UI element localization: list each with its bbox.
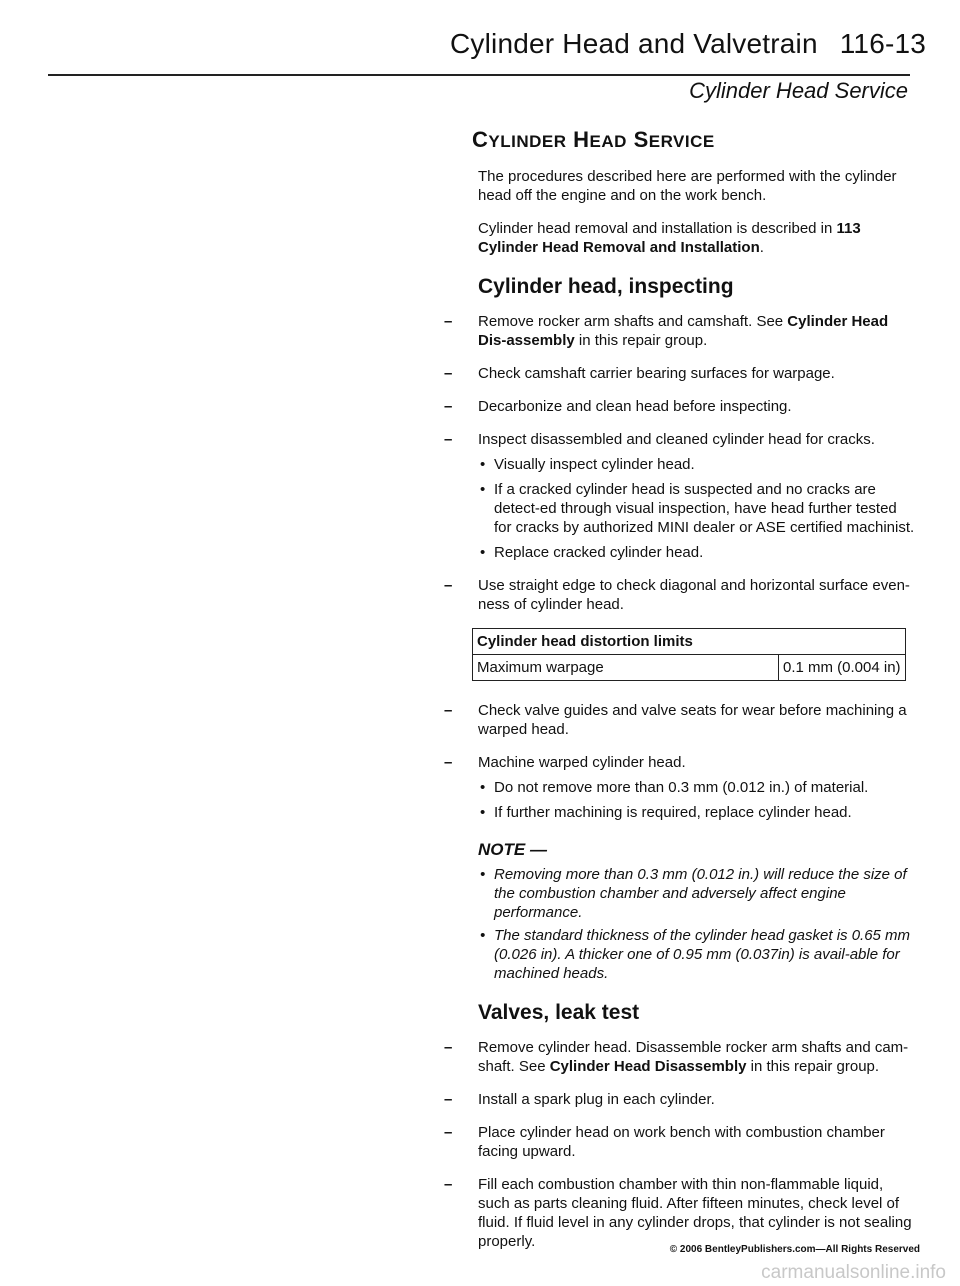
bullet-list (478, 778, 916, 822)
header-divider (48, 74, 910, 76)
chapter-title: Cylinder Head and Valvetrain (450, 28, 818, 59)
cross-reference: 113 Cylinder Head Removal and Installation (478, 220, 861, 256)
main-content (444, 127, 916, 1265)
page-title (450, 28, 926, 60)
note-bullet-list (478, 865, 916, 983)
step-item: – Install a spark plug in each cylinder. (444, 1091, 715, 1108)
dash-marker: – (444, 365, 453, 382)
dash-marker: – (444, 313, 453, 330)
list-item: • Replace cracked cylinder head. (478, 543, 916, 562)
step-item: – Machine warped cylinder head. • Do not remove more than 0.3 mm (0.012 in.) of material. • If further machining is required, replace cylinder head. (478, 753, 916, 822)
page-number: 116-13 (839, 28, 927, 59)
list-item: • If further machining is required, replace cylinder head. (478, 803, 916, 822)
step-item: – Inspect disassembled and cleaned cylinder head for cracks. • Visually inspect cylinder head. • If a cracked cylinder head is suspected and no cracks are detect-ed through visual inspection, have head further tested for cracks by authorized MINI dealer or ASE certified machinist. • Replace cracked cylinder head. (478, 430, 916, 562)
dash-marker: – (444, 754, 453, 771)
dash-marker: – (444, 577, 453, 594)
dash-marker: – (444, 431, 453, 448)
note-heading: NOTE — (478, 840, 547, 859)
section-title: CYLINDER HEAD SERVICE (472, 127, 715, 152)
step-item: – Decarbonize and clean head before inspecting. (444, 398, 792, 415)
table-row (473, 655, 906, 681)
dash-marker: – (444, 398, 453, 415)
dash-marker: – (444, 702, 453, 719)
bullet-list (478, 455, 916, 562)
dash-marker: – (444, 1039, 453, 1056)
intro-paragraph: The procedures described here are performed with the cylinder head off the engine and on the work bench. (478, 168, 897, 204)
page-subtitle: Cylinder Head Service (689, 78, 908, 103)
step-item: – Check camshaft carrier bearing surfaces for warpage. (444, 365, 835, 382)
dash-marker: – (444, 1124, 453, 1141)
copyright-footer: © 2006 BentleyPublishers.com—All Rights Reserved (669, 1244, 920, 1255)
subsection-heading-inspecting: Cylinder head, inspecting (478, 275, 734, 298)
list-item: • The standard thickness of the cylinder head gasket is 0.65 mm (0.026 in). A thicker one of 0.95 mm (0.037in) is avail-able for machined heads. (478, 926, 916, 983)
list-item: • Removing more than 0.3 mm (0.012 in.) will reduce the size of the combustion chamber and adversely affect engine performance. (478, 865, 916, 922)
step-item: – Place cylinder head on work bench with combustion chamber facing upward. (444, 1124, 885, 1160)
cross-reference: Cylinder Head Disassembly (549, 1058, 747, 1075)
table-cell-value: 0.1 mm (0.004 in) (779, 655, 906, 681)
table-header-row (473, 629, 906, 655)
list-item: • Do not remove more than 0.3 mm (0.012 in.) of material. (478, 778, 916, 797)
removal-paragraph: Cylinder head removal and installation is described in 113 Cylinder Head Removal and Installation. (478, 220, 861, 256)
dash-marker: – (444, 1091, 453, 1108)
list-item: • If a cracked cylinder head is suspected and no cracks are detect-ed through visual inspection, have head further tested for cracks by authorized MINI dealer or ASE certified machinist. (478, 480, 916, 537)
note-box (478, 840, 916, 983)
distortion-limits-table (472, 628, 906, 681)
table-cell-label: Maximum warpage (473, 655, 779, 681)
cross-reference: Cylinder Head Dis-assembly (478, 313, 889, 349)
step-item: – Remove cylinder head. Disassemble rocker arm shafts and cam-shaft. See Cylinder Head Disassembly in this repair group. (444, 1039, 909, 1075)
step-item: – Fill each combustion chamber with thin non-flammable liquid, such as parts cleaning fluid. After fifteen minutes, check level of fluid. If fluid level in any cylinder drops, that cylinder is not sealing properly. (444, 1176, 912, 1250)
list-item: • Visually inspect cylinder head. (478, 455, 916, 474)
step-item: – Check valve guides and valve seats for wear before machining a warped head. (444, 702, 907, 738)
dash-marker: – (444, 1176, 453, 1193)
subsection-heading-leak-test: Valves, leak test (478, 1001, 640, 1024)
step-item: – Use straight edge to check diagonal and horizontal surface even-ness of cylinder head. (444, 577, 910, 613)
step-item: – Remove rocker arm shafts and camshaft. See Cylinder Head Dis-assembly in this repair group. (444, 313, 889, 349)
table-title: Cylinder head distortion limits (473, 629, 906, 655)
watermark: carmanualsonline.info (761, 1262, 946, 1283)
